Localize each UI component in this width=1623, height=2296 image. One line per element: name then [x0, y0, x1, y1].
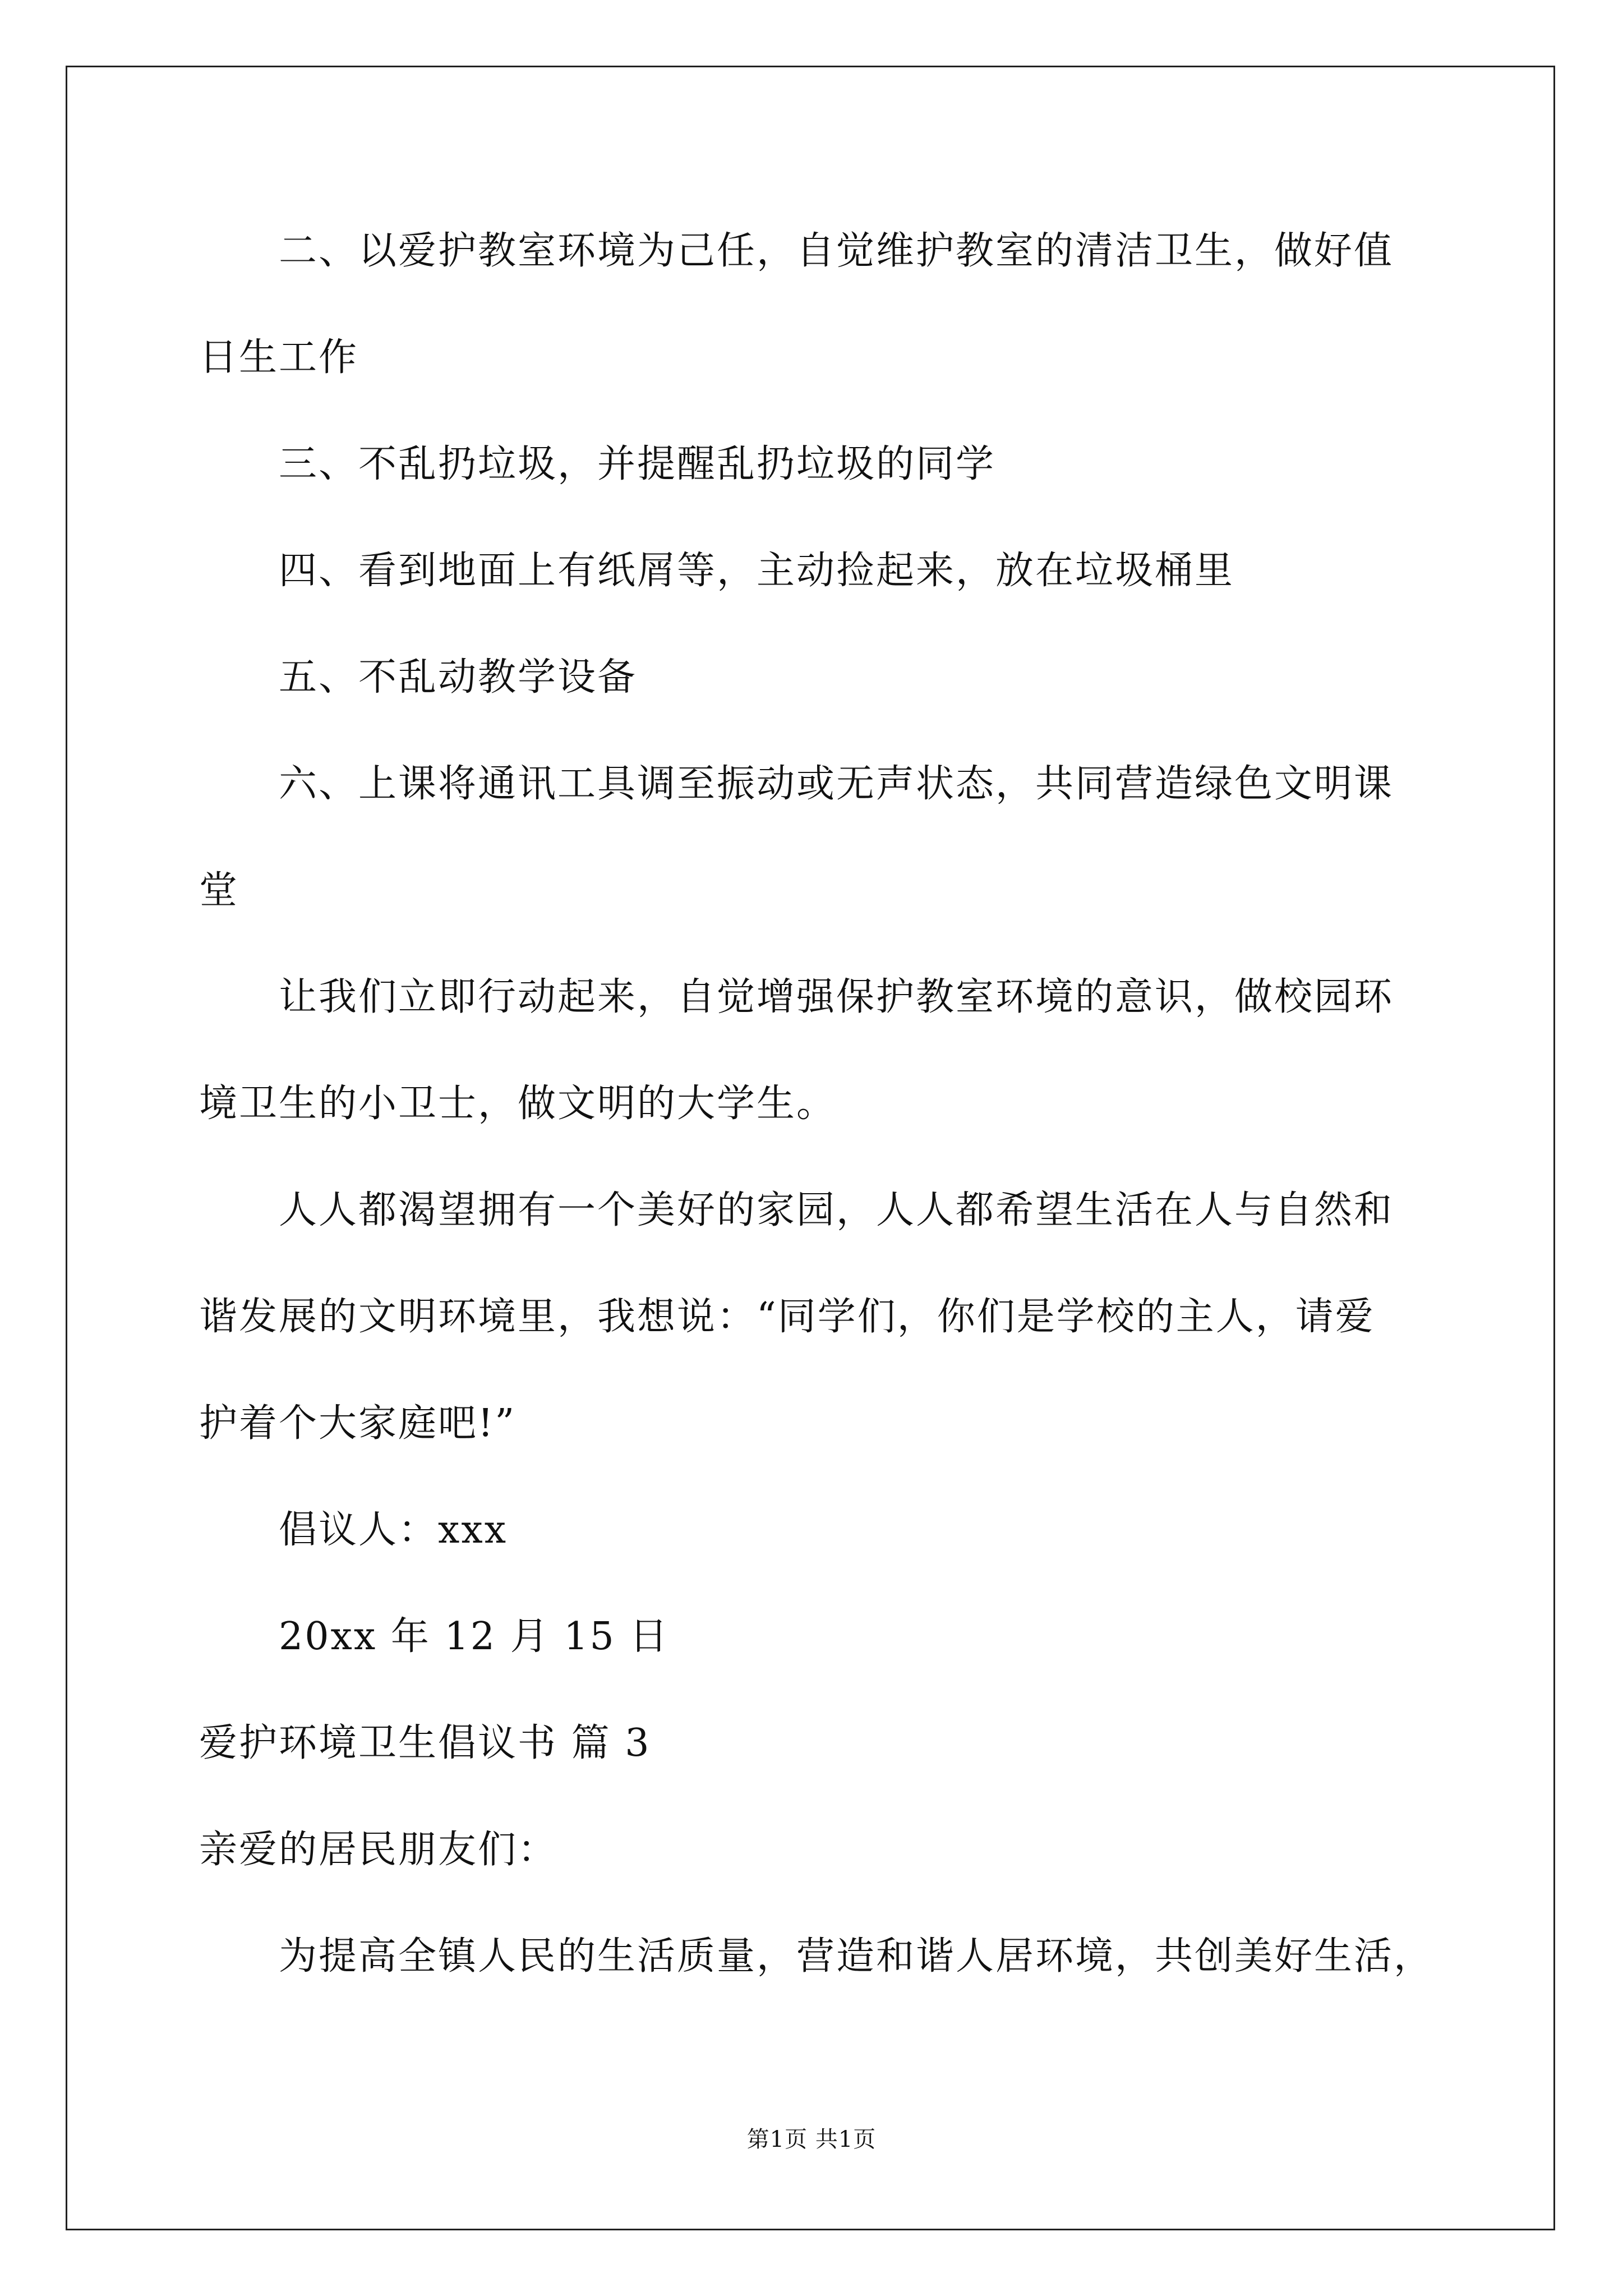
signatory-line: 倡议人：xxx: [279, 1508, 508, 1552]
section-heading: 爱护环境卫生倡议书 篇 3: [199, 1721, 651, 1765]
text-line: 为提高全镇人民的生活质量，营造和谐人居环境，共创美好生活，: [279, 1934, 1434, 1978]
salutation-line: 亲爱的居民朋友们：: [199, 1828, 558, 1872]
text-line: 护着个大家庭吧!”: [199, 1401, 517, 1446]
text-line: 境卫生的小卫士，做文明的大学生。: [199, 1082, 837, 1126]
text-line: 谐发展的文明环境里，我想说：“同学们，你们是学校的主人，请爱: [199, 1295, 1375, 1339]
text-line: 五、不乱动教学设备: [279, 655, 638, 700]
page-border: [66, 66, 1555, 2230]
text-line: 日生工作: [199, 335, 359, 380]
text-line: 二、以爱护教室环境为己任，自觉维护教室的清洁卫生，做好值: [279, 229, 1394, 273]
text-line: 三、不乱扔垃圾，并提醒乱扔垃圾的同学: [279, 442, 996, 486]
text-line: 让我们立即行动起来，自觉增强保护教室环境的意识，做校园环: [279, 975, 1394, 1019]
text-line: 人人都渴望拥有一个美好的家园，人人都希望生活在人与自然和: [279, 1188, 1394, 1232]
page-footer: 第1页 共1页: [746, 2127, 877, 2152]
date-line: 20xx 年 12 月 15 日: [279, 1614, 670, 1659]
text-line: 六、上课将通讯工具调至振动或无声状态，共同营造绿色文明课: [279, 762, 1394, 806]
text-line: 堂: [199, 868, 239, 913]
text-line: 四、看到地面上有纸屑等，主动捡起来，放在垃圾桶里: [279, 549, 1235, 593]
